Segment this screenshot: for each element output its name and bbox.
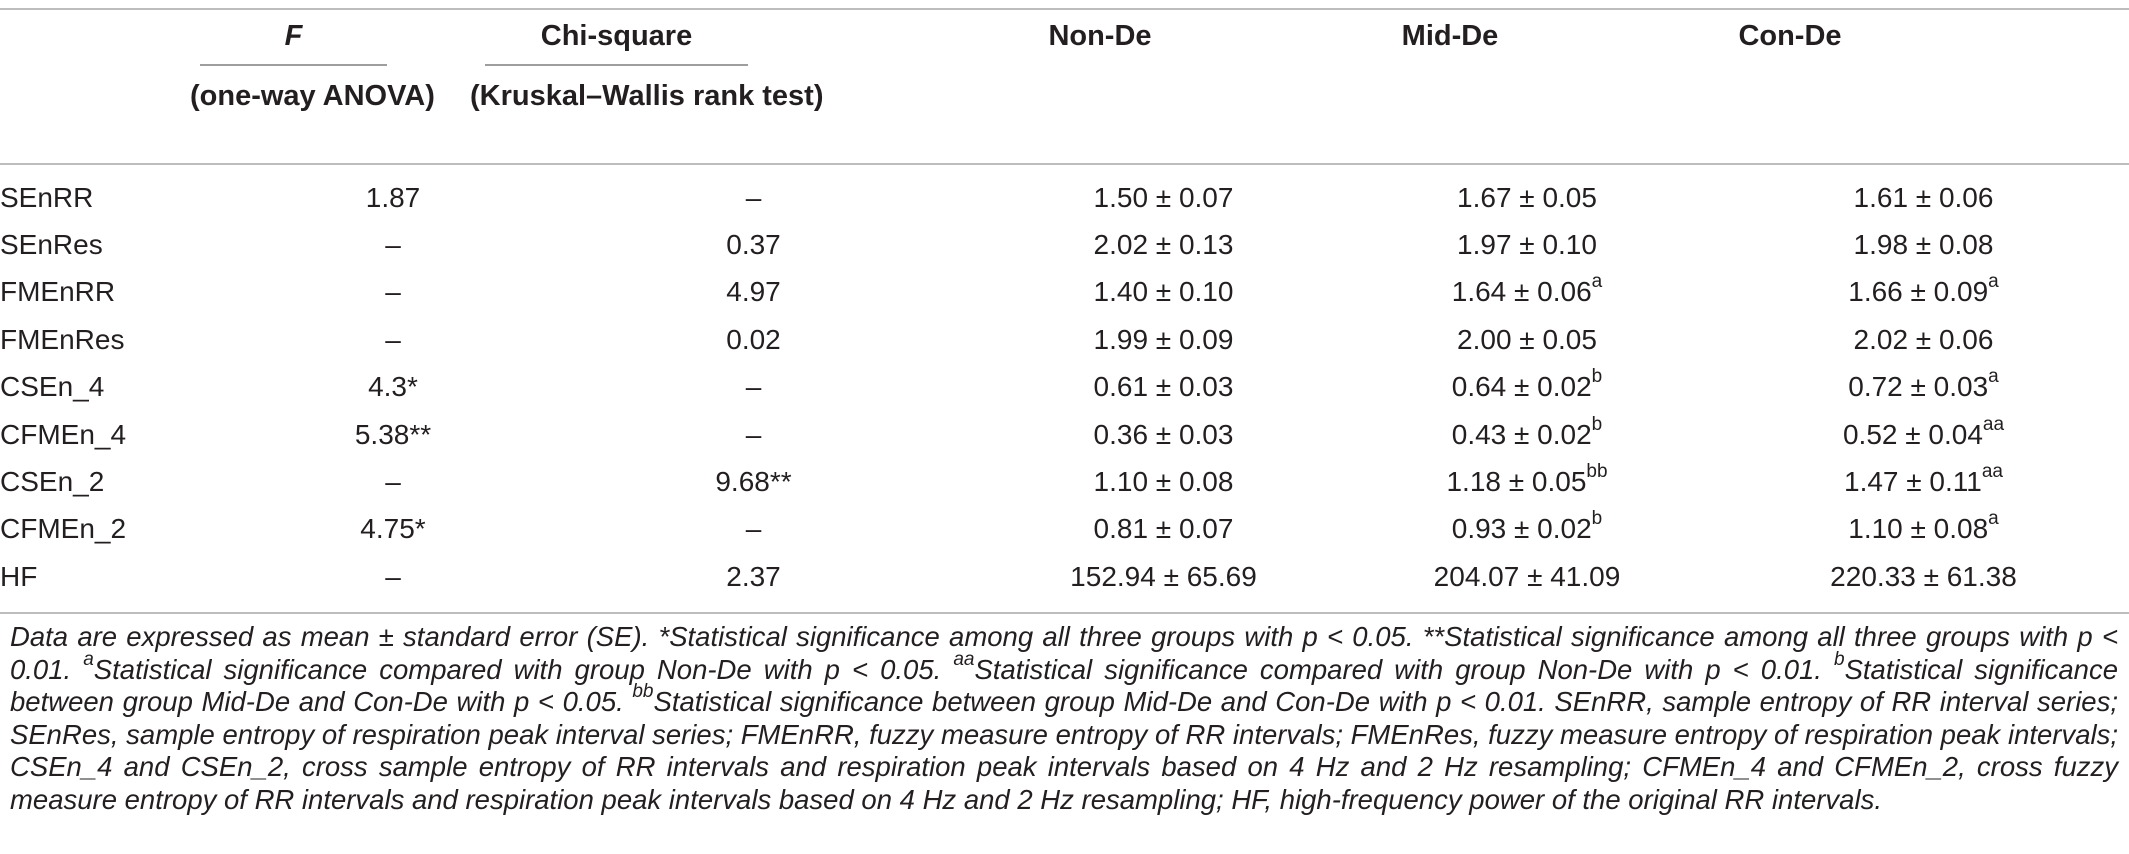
header-chi-underline bbox=[485, 64, 748, 66]
cell-con-de bbox=[1718, 364, 2129, 411]
cell-non-de-value: 0.36 ± 0.03 bbox=[1093, 418, 1234, 450]
cell-f-value: 1.87 bbox=[365, 181, 421, 213]
cell-chi-square bbox=[516, 269, 991, 316]
table-row bbox=[0, 316, 2129, 363]
header-chi-subtitle: (Kruskal–Wallis rank test) bbox=[470, 80, 824, 112]
cell-chi-square bbox=[516, 458, 991, 505]
row-label-value: FMEnRes bbox=[0, 323, 125, 355]
cell-con-de bbox=[1718, 506, 2129, 553]
cell-mid-de-value: 1.97 ± 0.10 bbox=[1457, 229, 1597, 261]
cell-mid-de-value: 0.93 ± 0.02 bbox=[1451, 513, 1592, 545]
cell-non-de-value: 0.81 ± 0.07 bbox=[1093, 513, 1234, 545]
row-label-value: CSEn_2 bbox=[0, 466, 105, 498]
cell-non-de-value: 1.50 ± 0.07 bbox=[1093, 181, 1234, 213]
significance-marker: aa bbox=[1982, 413, 2005, 435]
cell-f bbox=[270, 364, 516, 411]
cell-con-de-value: 0.52 ± 0.04 bbox=[1842, 418, 1983, 450]
cell-f-value: 4.75* bbox=[360, 513, 426, 545]
cell-f-value: – bbox=[385, 229, 401, 261]
footnote-marker: a bbox=[83, 648, 94, 670]
footnote-text: Statistical significance between group Mid-De and Con-De with p < 0.05. bbox=[10, 653, 2118, 718]
table-row bbox=[0, 553, 2129, 600]
cell-non-de-value: 0.61 ± 0.03 bbox=[1093, 371, 1234, 403]
cell-chi-square-value: 0.37 bbox=[726, 229, 781, 261]
cell-con-de bbox=[1718, 458, 2129, 505]
cell-f bbox=[270, 458, 516, 505]
cell-mid-de-value: 1.18 ± 0.05 bbox=[1446, 466, 1587, 498]
top-rule bbox=[0, 8, 2129, 10]
cell-non-de bbox=[991, 221, 1336, 268]
cell-con-de-value: 1.98 ± 0.08 bbox=[1853, 229, 1994, 261]
cell-non-de bbox=[991, 269, 1336, 316]
cell-mid-de bbox=[1336, 458, 1718, 505]
table-row bbox=[0, 221, 2129, 268]
cell-f-value: – bbox=[385, 323, 401, 355]
cell-mid-de bbox=[1336, 221, 1718, 268]
cell-con-de bbox=[1718, 316, 2129, 363]
cell-mid-de-value: 204.07 ± 41.09 bbox=[1433, 560, 1621, 592]
cell-mid-de bbox=[1336, 316, 1718, 363]
row-label-value: SEnRes bbox=[0, 229, 103, 261]
cell-chi-square-value: – bbox=[745, 371, 762, 403]
cell-chi-square-value: – bbox=[745, 513, 762, 545]
cell-non-de-value: 1.99 ± 0.09 bbox=[1093, 323, 1234, 355]
cell-con-de bbox=[1718, 269, 2129, 316]
significance-marker: a bbox=[1591, 271, 1603, 293]
row-label-value: HF bbox=[0, 560, 38, 592]
cell-mid-de-value: 1.67 ± 0.05 bbox=[1457, 181, 1597, 213]
header-f: F bbox=[284, 20, 303, 52]
footnote-text: Statistical significance between group Mid-De and Con-De with p < 0.01. SEnRR, sample entropy of RR interval series; SEnRes, sample entropy of respiration peak interval series; FMEnRR, fuzzy measure entropy of RR intervals; FMEnRes, fuzzy measure entropy of respiration peak intervals; CSEn_4 and CSEn_2, cross sample entropy of RR intervals and respiration peak intervals based on 4 Hz and 2 Hz resampling; CFMEn_4 and CFMEn_2, cross fuzzy measure entropy of RR intervals and respiration peak intervals based on 4 Hz and 2 Hz resampling; HF, high-frequency power of the original RR intervals. bbox=[10, 686, 2118, 815]
cell-non-de bbox=[991, 174, 1336, 221]
cell-non-de-value: 152.94 ± 65.69 bbox=[1070, 560, 1257, 592]
header-f-underline bbox=[200, 64, 387, 66]
footnote-marker: bb bbox=[632, 680, 654, 702]
header-chi-square: Chi-square bbox=[540, 20, 693, 52]
footnote-marker: b bbox=[1834, 648, 1845, 670]
cell-non-de-value: 1.40 ± 0.10 bbox=[1093, 276, 1234, 308]
cell-con-de-value: 1.10 ± 0.08 bbox=[1848, 513, 1989, 545]
cell-con-de-value: 1.66 ± 0.09 bbox=[1848, 276, 1989, 308]
cell-chi-square-value: – bbox=[745, 418, 762, 450]
cell-chi-square-value: 4.97 bbox=[726, 276, 781, 308]
cell-mid-de bbox=[1336, 364, 1718, 411]
cell-chi-square-value: 9.68** bbox=[715, 466, 792, 498]
cell-con-de-value: 220.33 ± 61.38 bbox=[1830, 560, 2017, 592]
header-mid-de: Mid-De bbox=[1401, 20, 1499, 52]
table-row bbox=[0, 364, 2129, 411]
row-label bbox=[0, 174, 270, 221]
cell-f-value: – bbox=[385, 276, 401, 308]
cell-chi-square bbox=[516, 411, 991, 458]
cell-non-de bbox=[991, 506, 1336, 553]
significance-marker: b bbox=[1591, 413, 1603, 435]
cell-con-de-value: 1.47 ± 0.11 bbox=[1844, 466, 1982, 498]
row-label bbox=[0, 506, 270, 553]
cell-f-value: – bbox=[385, 560, 401, 592]
cell-mid-de bbox=[1336, 553, 1718, 600]
bottom-rule bbox=[0, 612, 2129, 614]
row-label bbox=[0, 364, 270, 411]
cell-non-de bbox=[991, 411, 1336, 458]
row-label bbox=[0, 553, 270, 600]
cell-non-de-value: 1.10 ± 0.08 bbox=[1093, 466, 1234, 498]
cell-f-value: – bbox=[385, 466, 401, 498]
significance-marker: b bbox=[1591, 508, 1603, 530]
cell-chi-square bbox=[516, 316, 991, 363]
data-table bbox=[0, 174, 2129, 601]
cell-con-de bbox=[1718, 221, 2129, 268]
table-footnote bbox=[10, 621, 2118, 817]
footnote-marker: aa bbox=[953, 648, 975, 670]
header-f-subtitle: (one-way ANOVA) bbox=[190, 80, 435, 112]
row-label-value: FMEnRR bbox=[0, 276, 116, 308]
cell-f bbox=[270, 553, 516, 600]
cell-con-de-value: 1.61 ± 0.06 bbox=[1853, 181, 1994, 213]
cell-f bbox=[270, 221, 516, 268]
cell-mid-de bbox=[1336, 174, 1718, 221]
row-label-value: CFMEn_2 bbox=[0, 513, 127, 545]
row-label bbox=[0, 316, 270, 363]
cell-con-de bbox=[1718, 174, 2129, 221]
cell-con-de bbox=[1718, 411, 2129, 458]
row-label-value: SEnRR bbox=[0, 181, 94, 213]
table-row bbox=[0, 458, 2129, 505]
cell-f bbox=[270, 411, 516, 458]
cell-f-value: 5.38** bbox=[354, 418, 432, 450]
cell-f bbox=[270, 506, 516, 553]
significance-marker: bb bbox=[1586, 460, 1608, 482]
cell-non-de bbox=[991, 553, 1336, 600]
table-row bbox=[0, 411, 2129, 458]
cell-non-de bbox=[991, 316, 1336, 363]
cell-f bbox=[270, 269, 516, 316]
cell-non-de bbox=[991, 364, 1336, 411]
row-label-value: CFMEn_4 bbox=[0, 418, 127, 450]
footnote-text: Statistical significance compared with group Non-De with p < 0.01. bbox=[974, 653, 1834, 685]
cell-mid-de-value: 1.64 ± 0.06 bbox=[1451, 276, 1592, 308]
cell-f bbox=[270, 316, 516, 363]
cell-chi-square bbox=[516, 553, 991, 600]
significance-marker: a bbox=[1988, 508, 1999, 530]
cell-mid-de bbox=[1336, 411, 1718, 458]
table-row bbox=[0, 174, 2129, 221]
cell-mid-de-value: 0.64 ± 0.02 bbox=[1451, 371, 1592, 403]
cell-chi-square-value: 0.02 bbox=[726, 323, 781, 355]
cell-chi-square bbox=[516, 506, 991, 553]
cell-chi-square-value: 2.37 bbox=[726, 560, 781, 592]
header-non-de: Non-De bbox=[1048, 20, 1152, 52]
significance-marker: aa bbox=[1981, 460, 2003, 482]
significance-marker: b bbox=[1591, 366, 1603, 387]
row-label bbox=[0, 411, 270, 458]
cell-f bbox=[270, 174, 516, 221]
significance-marker: a bbox=[1988, 271, 1999, 293]
cell-chi-square bbox=[516, 364, 991, 411]
table-row bbox=[0, 506, 2129, 553]
header-rule bbox=[0, 163, 2129, 165]
cell-con-de-value: 0.72 ± 0.03 bbox=[1848, 371, 1989, 403]
cell-con-de-value: 2.02 ± 0.06 bbox=[1853, 323, 1994, 355]
table-row bbox=[0, 269, 2129, 316]
significance-marker: a bbox=[1988, 366, 1999, 387]
cell-chi-square bbox=[516, 221, 991, 268]
cell-mid-de-value: 2.00 ± 0.05 bbox=[1457, 323, 1597, 355]
cell-mid-de-value: 0.43 ± 0.02 bbox=[1451, 418, 1592, 450]
cell-f-value: 4.3* bbox=[368, 371, 418, 403]
cell-non-de-value: 2.02 ± 0.13 bbox=[1093, 229, 1234, 261]
cell-mid-de bbox=[1336, 269, 1718, 316]
cell-chi-square bbox=[516, 174, 991, 221]
cell-con-de bbox=[1718, 553, 2129, 600]
footnote-text: Data are expressed as mean ± standard error (SE). *Statistical significance among all three groups with p < 0.05. **Statistical significance among all three groups with p < 0.01. bbox=[10, 621, 2118, 685]
row-label bbox=[0, 221, 270, 268]
header-con-de: Con-De bbox=[1738, 20, 1842, 52]
row-label bbox=[0, 458, 270, 505]
row-label bbox=[0, 269, 270, 316]
cell-mid-de bbox=[1336, 506, 1718, 553]
footnote-text: Statistical significance compared with group Non-De with p < 0.05. bbox=[93, 653, 954, 685]
row-label-value: CSEn_4 bbox=[0, 371, 105, 403]
cell-chi-square-value: – bbox=[745, 181, 762, 213]
cell-non-de bbox=[991, 458, 1336, 505]
table-body bbox=[0, 174, 2129, 601]
